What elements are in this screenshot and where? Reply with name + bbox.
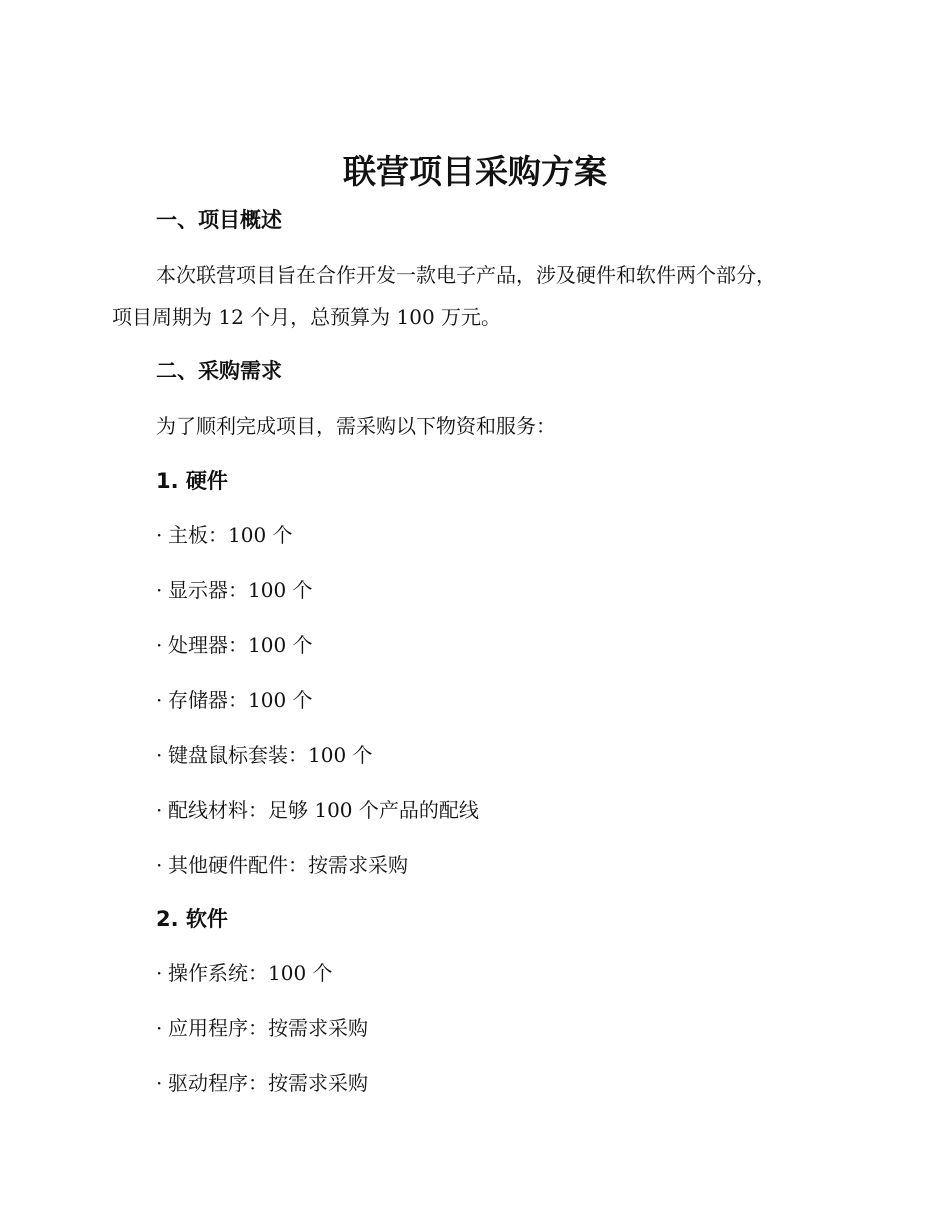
bullet-marker: · (156, 523, 163, 547)
subheading-hardware: 1. 硬件 (156, 469, 228, 493)
list-item-software (156, 959, 333, 987)
list-item-hardware (156, 521, 293, 549)
page-title: 联营项目采购方案 (343, 152, 607, 191)
list-item-hardware (156, 851, 408, 879)
bullet-marker: · (156, 1071, 163, 1095)
list-item-text: 处理器：100 个 (168, 633, 313, 657)
list-item-text: 应用程序：按需求采购 (168, 1016, 368, 1040)
list-item-hardware (156, 796, 479, 824)
bullet-marker: · (156, 578, 163, 602)
section-heading-overview: 一、项目概述 (156, 208, 282, 232)
bullet-marker: · (156, 961, 163, 985)
list-item-hardware (156, 741, 373, 769)
bullet-marker: · (156, 798, 163, 822)
overview-paragraph-line-1: 本次联营项目旨在合作开发一款电子产品，涉及硬件和软件两个部分， (156, 263, 776, 287)
subheading-software: 2. 软件 (156, 907, 228, 931)
list-item-hardware (156, 631, 313, 659)
list-item-text: 配线材料：足够 100 个产品的配线 (168, 798, 479, 822)
list-item-text: 操作系统：100 个 (168, 961, 333, 985)
list-item-hardware (156, 576, 313, 604)
list-item-software (156, 1014, 368, 1042)
list-item-text: 键盘鼠标套装：100 个 (168, 743, 373, 767)
bullet-marker: · (156, 853, 163, 877)
bullet-marker: · (156, 688, 163, 712)
bullet-marker: · (156, 743, 163, 767)
section-heading-requirements: 二、采购需求 (156, 359, 282, 383)
bullet-marker: · (156, 1016, 163, 1040)
list-item-text: 主板：100 个 (168, 523, 293, 547)
list-item-text: 显示器：100 个 (168, 578, 313, 602)
list-item-hardware (156, 686, 313, 714)
bullet-marker: · (156, 633, 163, 657)
list-item-text: 存储器：100 个 (168, 688, 313, 712)
requirements-intro: 为了顺利完成项目，需采购以下物资和服务： (156, 414, 556, 438)
list-item-text: 其他硬件配件：按需求采购 (168, 853, 408, 877)
overview-paragraph-line-2: 项目周期为 12 个月，总预算为 100 万元。 (112, 305, 502, 329)
list-item-text: 驱动程序：按需求采购 (168, 1071, 368, 1095)
list-item-software (156, 1069, 368, 1097)
